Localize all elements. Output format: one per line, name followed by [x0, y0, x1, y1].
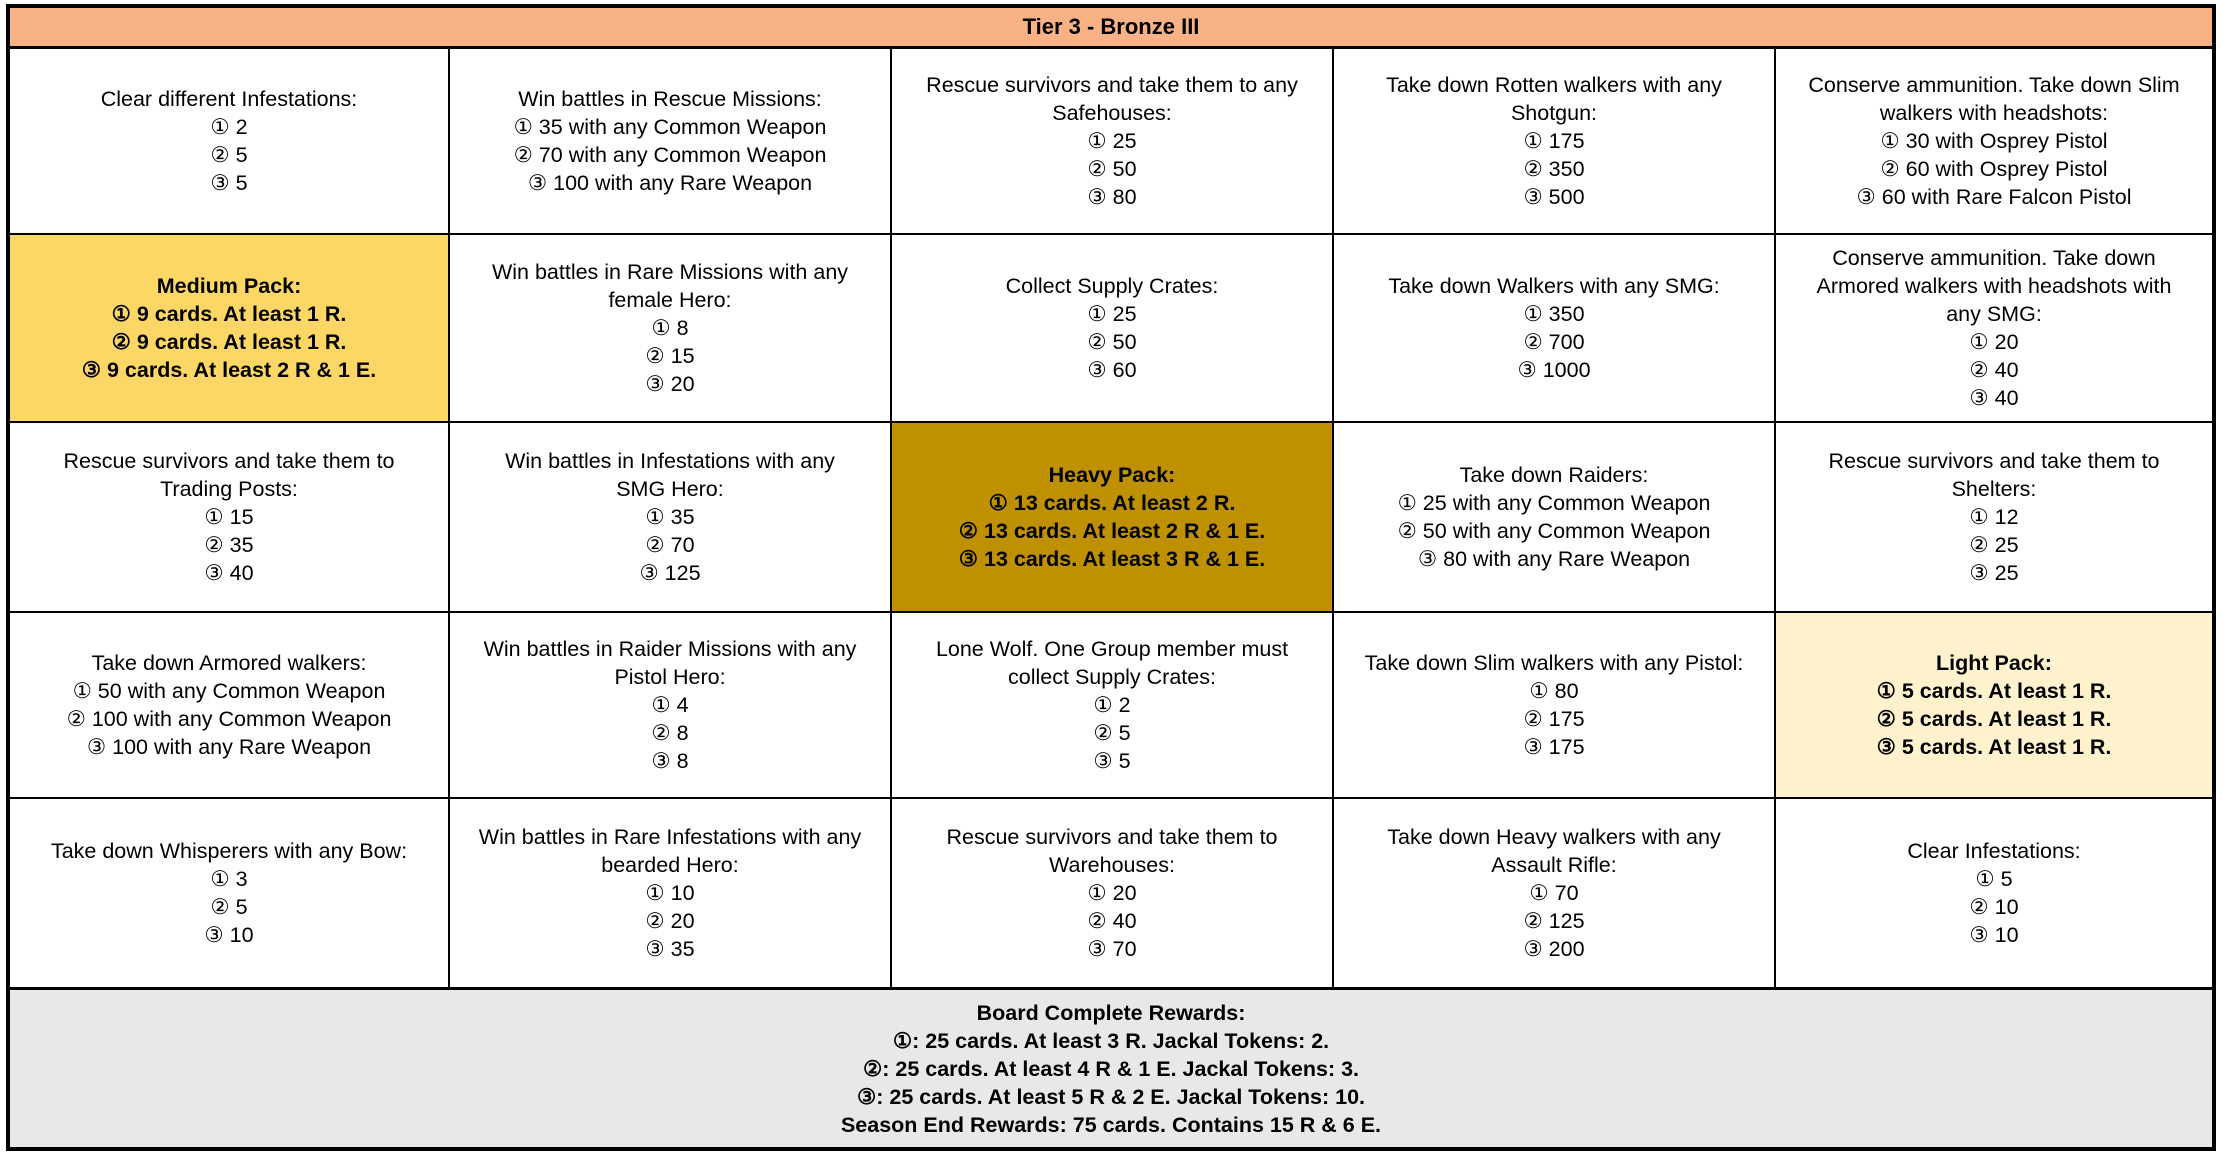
- cell-title: Heavy Pack:: [1048, 463, 1176, 487]
- tier-1-line: ① 35 with any Common Weapon: [513, 115, 827, 139]
- tier-3-line: ③ 500: [1523, 185, 1585, 209]
- tier-2-line: ② 125: [1523, 909, 1585, 933]
- tier-1-line: ① 4: [651, 693, 689, 717]
- tier-3-line: ③ 125: [639, 561, 701, 585]
- tier-2-line: ② 8: [651, 721, 689, 745]
- tier-3-line: ③ 200: [1523, 937, 1585, 961]
- tier-3-line: ③ 10: [1969, 923, 2019, 947]
- tier-1-line: ① 5: [1975, 867, 2013, 891]
- cell-title: Win battles in Raider Missions with any Pistol Hero:: [483, 637, 857, 689]
- tier-1-line: ① 5 cards. At least 1 R.: [1876, 679, 2112, 703]
- tier-2-line: ② 700: [1523, 330, 1585, 354]
- challenge-safehouses: [892, 49, 1334, 235]
- reward-line: ②: 25 cards. At least 4 R & 1 E. Jackal Tokens: 3.: [862, 1056, 1360, 1081]
- cell-title: Medium Pack:: [156, 274, 302, 298]
- tier-3-line: ③ 5: [210, 171, 248, 195]
- board-title: Tier 3 - Bronze III: [10, 8, 2212, 49]
- tier-1-line: ① 70: [1529, 881, 1579, 905]
- challenge-slim-pistol: [1334, 613, 1776, 799]
- challenge-warehouses: [892, 799, 1334, 990]
- tier-2-line: ② 10: [1969, 895, 2019, 919]
- challenge-walkers-smg: [1334, 235, 1776, 423]
- tier-3-line: ③ 40: [204, 561, 254, 585]
- tier-3-line: ③ 10: [204, 923, 254, 947]
- tier-3-line: ③ 70: [1087, 937, 1137, 961]
- cell-title: Win battles in Infestations with any SMG Hero:: [505, 449, 835, 501]
- tier-2-line: ② 20: [645, 909, 695, 933]
- cell-title: Light Pack:: [1936, 651, 2052, 675]
- tier-3-line: ③ 60: [1087, 358, 1137, 382]
- tier-1-line: ① 10: [645, 881, 695, 905]
- reward-heavy-pack: [892, 423, 1334, 613]
- challenge-infestations-smg: [450, 423, 892, 613]
- tier-3-line: ③ 1000: [1517, 358, 1591, 382]
- tier-1-line: ① 50 with any Common Weapon: [72, 679, 386, 703]
- challenge-rare-infestations-bearded: [450, 799, 892, 990]
- rewards-title: Board Complete Rewards:: [976, 1000, 1246, 1025]
- reward-medium-pack: [10, 235, 450, 423]
- board-rewards: [10, 990, 2212, 1147]
- tier-1-line: ① 2: [210, 115, 248, 139]
- tier-3-line: ③ 35: [645, 937, 695, 961]
- tier-2-line: ② 15: [645, 344, 695, 368]
- challenge-rare-missions-female: [450, 235, 892, 423]
- challenge-whisperers-bow: [10, 799, 450, 990]
- tier-3-line: ③ 60 with Rare Falcon Pistol: [1856, 185, 2132, 209]
- challenge-armored-walkers: [10, 613, 450, 799]
- challenge-clear-infestations-different: [10, 49, 450, 235]
- tier-2-line: ② 50: [1087, 330, 1137, 354]
- tier-2-line: ② 9 cards. At least 1 R.: [111, 330, 347, 354]
- tier-2-line: ② 40: [1969, 358, 2019, 382]
- tier-2-line: ② 70 with any Common Weapon: [513, 143, 827, 167]
- tier-3-line: ③ 8: [651, 749, 689, 773]
- tier-2-line: ② 350: [1523, 157, 1585, 181]
- tier-1-line: ① 20: [1087, 881, 1137, 905]
- challenge-trading-posts: [10, 423, 450, 613]
- reward-line: ①: 25 cards. At least 3 R. Jackal Tokens: 2.: [892, 1028, 1330, 1053]
- cell-title: Take down Heavy walkers with any Assault Rifle:: [1387, 825, 1721, 877]
- reward-light-pack: [1776, 613, 2212, 799]
- cell-title: Take down Slim walkers with any Pistol:: [1364, 651, 1744, 675]
- tier-3-line: ③ 5 cards. At least 1 R.: [1876, 735, 2112, 759]
- tier-1-line: ① 25: [1087, 129, 1137, 153]
- challenge-clear-infestations: [1776, 799, 2212, 990]
- challenge-lone-wolf: [892, 613, 1334, 799]
- tier-2-line: ② 50: [1087, 157, 1137, 181]
- tier-3-line: ③ 175: [1523, 735, 1585, 759]
- tier-2-line: ② 175: [1523, 707, 1585, 731]
- cell-title: Take down Whisperers with any Bow:: [50, 839, 408, 863]
- tier-2-line: ② 25: [1969, 533, 2019, 557]
- tier-3-line: ③ 5: [1093, 749, 1131, 773]
- tier-1-line: ① 9 cards. At least 1 R.: [111, 302, 347, 326]
- tier-3-line: ③ 9 cards. At least 2 R & 1 E.: [81, 358, 377, 382]
- tier-3-line: ③ 80: [1087, 185, 1137, 209]
- challenge-raider-missions-pistol: [450, 613, 892, 799]
- tier-1-line: ① 2: [1093, 693, 1131, 717]
- tier-2-line: ② 40: [1087, 909, 1137, 933]
- cell-title: Collect Supply Crates:: [1005, 274, 1219, 298]
- cell-title: Rescue survivors and take them to Warehouses:: [946, 825, 1278, 877]
- tier-2-line: ② 100 with any Common Weapon: [66, 707, 392, 731]
- tier-3-line: ③ 100 with any Rare Weapon: [86, 735, 372, 759]
- reward-line: ③: 25 cards. At least 5 R & 2 E. Jackal Tokens: 10.: [856, 1084, 1366, 1109]
- challenge-raiders: [1334, 423, 1776, 613]
- cell-title: Lone Wolf. One Group member must collect Supply Crates:: [935, 637, 1289, 689]
- cell-title: Take down Walkers with any SMG:: [1388, 274, 1720, 298]
- challenge-board: [6, 4, 2216, 1151]
- tier-1-line: ① 25: [1087, 302, 1137, 326]
- tier-3-line: ③ 13 cards. At least 3 R & 1 E.: [958, 547, 1266, 571]
- cell-title: Clear different Infestations:: [100, 87, 358, 111]
- tier-2-line: ② 5: [1093, 721, 1131, 745]
- tier-2-line: ② 13 cards. At least 2 R & 1 E.: [958, 519, 1266, 543]
- cell-title: Conserve ammunition. Take down Slim walkers with headshots:: [1808, 73, 2180, 125]
- tier-3-line: ③ 25: [1969, 561, 2019, 585]
- cell-title: Rescue survivors and take them to any Safehouses:: [926, 73, 1298, 125]
- tier-2-line: ② 70: [645, 533, 695, 557]
- cell-title: Clear Infestations:: [1907, 839, 2081, 863]
- tier-1-line: ① 15: [204, 505, 254, 529]
- challenge-armored-headshots: [1776, 235, 2212, 423]
- cell-title: Win battles in Rare Missions with any female Hero:: [491, 260, 849, 312]
- tier-2-line: ② 5: [210, 895, 248, 919]
- tier-1-line: ① 20: [1969, 330, 2019, 354]
- challenge-rotten-shotgun: [1334, 49, 1776, 235]
- challenge-rescue-missions: [450, 49, 892, 235]
- challenge-shelters: [1776, 423, 2212, 613]
- challenge-heavy-assault-rifle: [1334, 799, 1776, 990]
- tier-2-line: ② 35: [204, 533, 254, 557]
- tier-1-line: ① 175: [1523, 129, 1585, 153]
- tier-1-line: ① 80: [1529, 679, 1579, 703]
- tier-1-line: ① 13 cards. At least 2 R.: [988, 491, 1236, 515]
- tier-1-line: ① 8: [651, 316, 689, 340]
- cell-title: Win battles in Rare Infestations with any bearded Hero:: [478, 825, 862, 877]
- cell-title: Rescue survivors and take them to Trading Posts:: [63, 449, 395, 501]
- tier-1-line: ① 30 with Osprey Pistol: [1880, 129, 2108, 153]
- cell-title: Win battles in Rescue Missions:: [518, 87, 822, 111]
- cell-title: Rescue survivors and take them to Shelters:: [1828, 449, 2160, 501]
- challenge-slim-headshots: [1776, 49, 2212, 235]
- challenge-supply-crates: [892, 235, 1334, 423]
- tier-1-line: ① 12: [1969, 505, 2019, 529]
- tier-2-line: ② 5 cards. At least 1 R.: [1876, 707, 2112, 731]
- tier-3-line: ③ 40: [1969, 386, 2019, 410]
- cell-title: Take down Rotten walkers with any Shotgun:: [1386, 73, 1722, 125]
- cell-title: Take down Raiders:: [1459, 463, 1649, 487]
- tier-3-line: ③ 20: [645, 372, 695, 396]
- tier-2-line: ② 50 with any Common Weapon: [1397, 519, 1711, 543]
- tier-1-line: ① 25 with any Common Weapon: [1397, 491, 1711, 515]
- tier-2-line: ② 5: [210, 143, 248, 167]
- tier-3-line: ③ 80 with any Rare Weapon: [1417, 547, 1691, 571]
- tier-2-line: ② 60 with Osprey Pistol: [1880, 157, 2108, 181]
- tier-1-line: ① 35: [645, 505, 695, 529]
- tier-3-line: ③ 100 with any Rare Weapon: [527, 171, 813, 195]
- cell-title: Conserve ammunition. Take down Armored walkers with headshots with any SMG:: [1816, 246, 2172, 326]
- cell-title: Take down Armored walkers:: [91, 651, 367, 675]
- season-end-rewards: Season End Rewards: 75 cards. Contains 15 R & 6 E.: [840, 1112, 1382, 1137]
- tier-1-line: ① 350: [1523, 302, 1585, 326]
- tier-1-line: ① 3: [210, 867, 248, 891]
